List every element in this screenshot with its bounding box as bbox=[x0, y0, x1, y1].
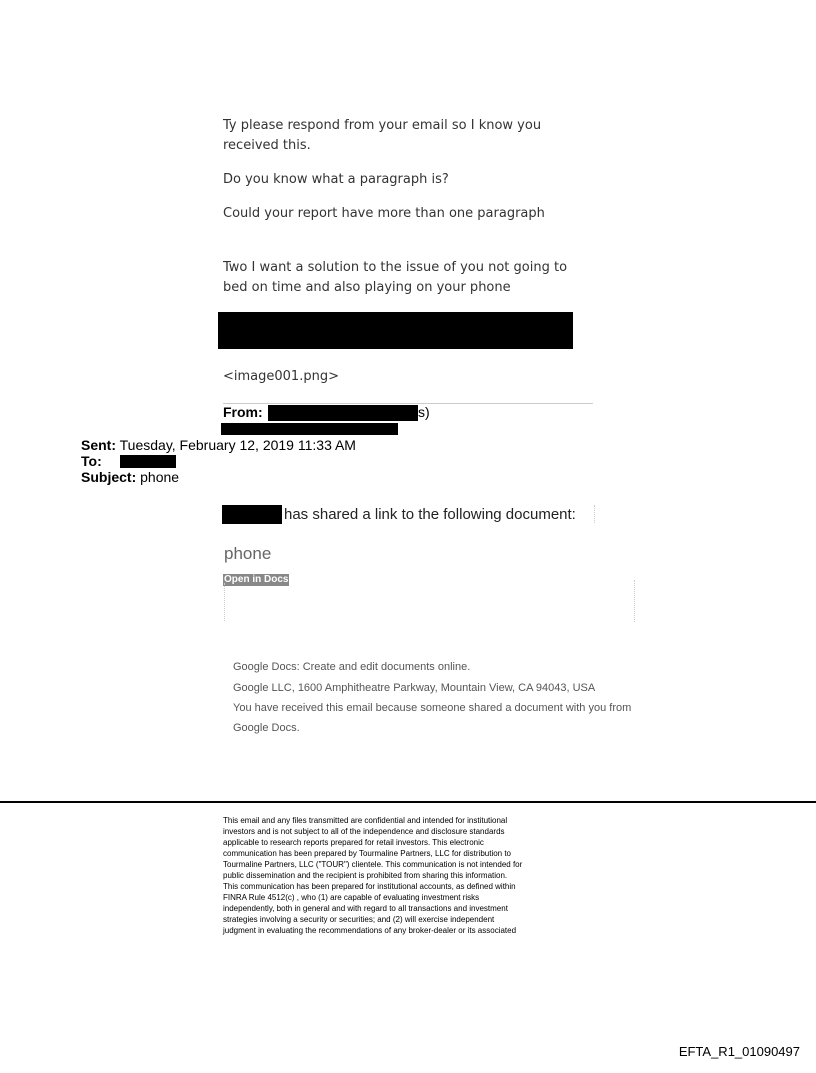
disclaimer-line: FINRA Rule 4512(c) , who (1) are capable of evaluating investment risks bbox=[223, 893, 480, 902]
redaction-block bbox=[218, 312, 573, 349]
to-label: To: bbox=[81, 453, 102, 469]
sent-value: Tuesday, February 12, 2019 11:33 AM bbox=[119, 437, 356, 453]
message-paragraph-2: Do you know what a paragraph is? bbox=[223, 172, 449, 187]
card-edge bbox=[594, 505, 596, 523]
message-paragraph-1: Ty please respond from your email so I know you received this. bbox=[223, 118, 542, 153]
doc-title-link[interactable]: phone bbox=[224, 544, 272, 563]
redaction-sharer bbox=[222, 505, 282, 524]
message-paragraph-3: Could your report have more than one paragraph bbox=[223, 206, 545, 221]
disclaimer-line: applicable to research reports prepared for retail investors. This electronic bbox=[223, 838, 484, 847]
page-id: EFTA_R1_01090497 bbox=[678, 1044, 800, 1059]
from-label: From: bbox=[223, 404, 263, 420]
redaction-from-2 bbox=[221, 423, 398, 435]
open-in-docs-wrap bbox=[223, 569, 289, 587]
disclaimer-line: Tourmaline Partners, LLC ("TOUR") clientele. This communication is not intended for bbox=[223, 860, 523, 869]
subject-line bbox=[81, 469, 179, 485]
page-separator bbox=[0, 801, 816, 803]
redaction-from bbox=[268, 405, 418, 421]
card-right-edge bbox=[634, 580, 636, 622]
to-line bbox=[81, 453, 102, 469]
from-tail: s) bbox=[418, 404, 430, 420]
disclaimer-line: judgment in evaluating the recommendations of any broker-dealer or its associated bbox=[223, 926, 517, 935]
google-footer-line-4: Google Docs. bbox=[233, 722, 300, 734]
redaction-to bbox=[120, 455, 176, 468]
from-line bbox=[223, 404, 263, 420]
disclaimer-line: investors and is not subject to all of the independence and disclosure standards bbox=[223, 827, 505, 836]
message-paragraph-4: Two I want a solution to the issue of you not going to bed on time and also playing on your phone bbox=[223, 260, 568, 295]
google-footer-line-3: You have received this email because someone shared a document with you from bbox=[233, 702, 632, 714]
subject-label: Subject: bbox=[81, 469, 137, 485]
disclaimer-line: strategies involving a security or securities; and (2) will exercise independent bbox=[223, 915, 495, 924]
share-text: has shared a link to the following document: bbox=[284, 506, 576, 523]
disclaimer-line: This communication has been prepared for institutional accounts, as defined within bbox=[223, 882, 516, 891]
google-footer-line-1: Google Docs: Create and edit documents online. bbox=[233, 661, 471, 673]
subject-value: phone bbox=[140, 469, 180, 485]
sent-line bbox=[81, 437, 356, 453]
disclaimer-line: This email and any files transmitted are confidential and intended for institutional bbox=[223, 816, 508, 825]
disclaimer-block bbox=[223, 815, 603, 936]
disclaimer-line: independently, both in general and with regard to all transactions and investment bbox=[223, 904, 508, 913]
open-in-docs-button[interactable]: Open in Docs bbox=[224, 574, 289, 585]
header-divider bbox=[223, 403, 593, 404]
google-footer-line-2: Google LLC, 1600 Amphitheatre Parkway, Mountain View, CA 94043, USA bbox=[233, 682, 596, 694]
disclaimer-line: communication has been prepared by Tourmaline Partners, LLC for distribution to bbox=[223, 849, 512, 858]
sent-label: Sent: bbox=[81, 437, 116, 453]
attachment-placeholder: <image001.png> bbox=[223, 369, 339, 384]
card-left-edge bbox=[224, 583, 226, 621]
disclaimer-line: public dissemination and the recipient is prohibited from sharing this information. bbox=[223, 871, 508, 880]
